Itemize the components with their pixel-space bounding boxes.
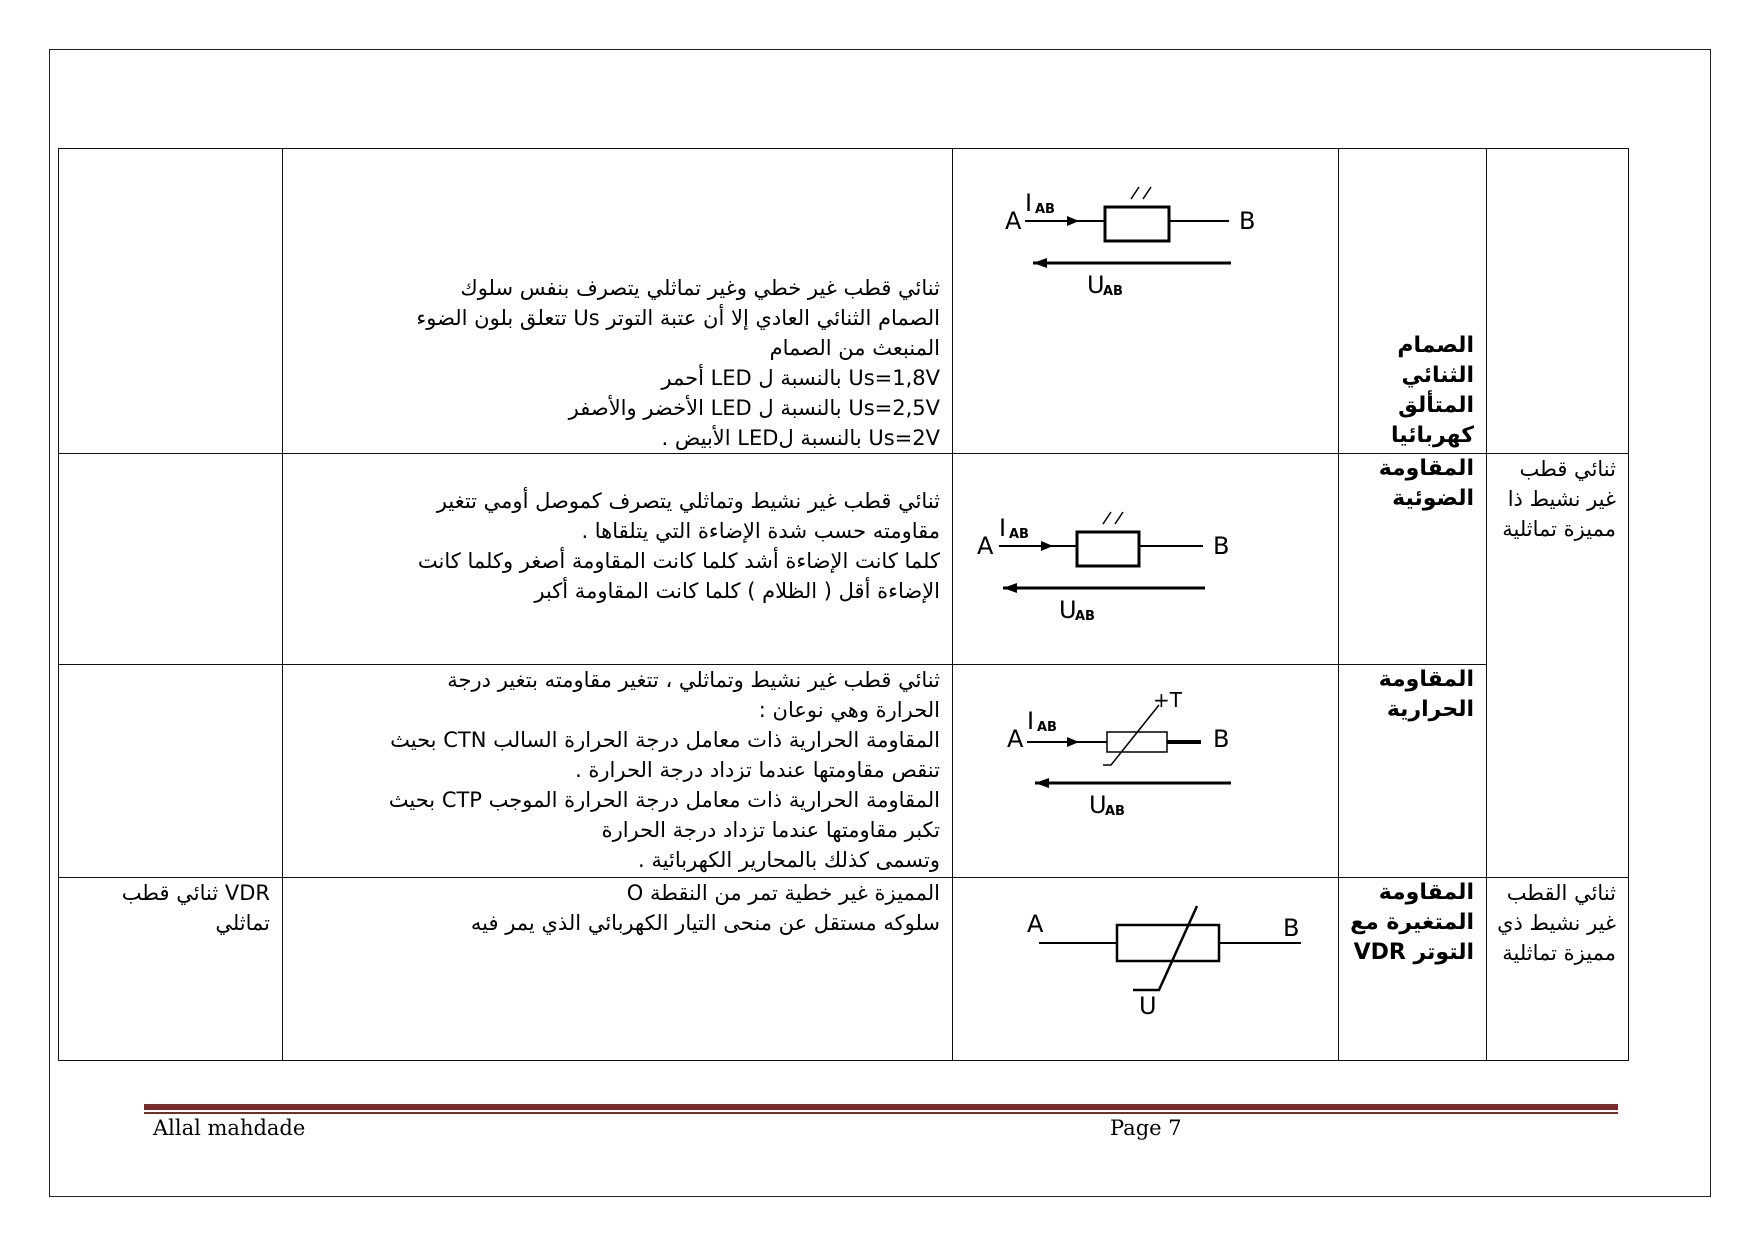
voltage-subscript: AB [1105,804,1125,819]
component-name: المقاومة الضوئية [1378,456,1474,511]
description-cell [283,665,953,878]
description-cell [283,454,953,665]
current-subscript: AB [1037,720,1057,735]
voltage-subscript: AB [1075,609,1095,624]
voltage-label: U [1139,992,1157,1020]
voltage-arrow-icon [1033,258,1047,268]
voltage-subscript: AB [1103,284,1123,299]
description-line: المنبعث من الصمام [769,336,940,360]
name-cell [1339,878,1487,1061]
category-cell [1487,454,1629,878]
description-line: ثنائي قطب غير نشيط وتماثلي يتصرف كموصل أومي تتغير [436,489,940,513]
table-row [59,665,1629,878]
description [283,878,952,938]
name-cell [1339,454,1487,665]
category-cell [1487,878,1629,1061]
terminal-a-label: A [1027,910,1044,938]
symbol-cell [953,665,1339,878]
vdr-symbol [953,878,1339,1058]
description-line: تنقص مقاومتها عندما تزداد درجة الحرارة . [575,758,940,782]
description [283,149,952,453]
current-arrow-icon [1067,737,1079,747]
page-number: Page 7 [1110,1116,1182,1140]
current-label: I [1025,189,1033,217]
description-line: Us=2V بالنسبة لLED الأبيض . [661,426,940,450]
current-subscript: AB [1035,202,1055,217]
description-cell [283,878,953,1061]
description-cell [283,149,953,454]
terminal-b-label: B [1213,532,1230,560]
current-subscript: AB [1009,527,1029,542]
description-line: كلما كانت الإضاءة أشد كلما كانت المقاومة أصغر وكلما كانت [417,549,940,573]
description-line: المميزة غير خطية تمر من النقطة O [626,881,940,905]
footer-author: Allal mahdade [153,1116,306,1140]
current-arrow-icon [1041,541,1053,551]
voltage-label: U [1087,271,1105,299]
voltage-label: U [1059,596,1077,624]
table-row [59,454,1629,665]
description-line: تكبر مقاومتها عندما تزداد درجة الحرارة [601,818,940,842]
left-note-cell [59,878,283,1061]
voltage-arrow-icon [1003,583,1017,593]
light-ray-icon [1143,187,1151,199]
dipoles-table [58,148,1629,1061]
table-row [59,878,1629,1061]
footer-rule [144,1104,1618,1110]
description-line: ثنائي قطب غير خطي وغير تماثلي يتصرف بنفس سلوك [460,276,940,300]
dipole-category: ثنائي القطب غير نشيط ذي مميزة تماثلية [1497,881,1616,965]
component-body [1107,732,1167,752]
current-label: I [1027,707,1035,735]
left-note-cell [59,454,283,665]
terminal-b-label: B [1213,725,1230,753]
current-arrow-icon [1067,216,1079,226]
name-cell [1339,149,1487,454]
component-body [1117,925,1219,961]
terminal-a-label: A [977,532,994,560]
current-label: I [999,514,1007,542]
left-note: VDR ثنائي قطب تماثلي [121,881,270,935]
description-line: مقاومته حسب شدة الإضاءة التي يتلقاها . [581,519,940,543]
thermistor-symbol [953,665,1339,875]
terminal-a-label: A [1005,207,1022,235]
left-note-cell [59,149,283,454]
left-note-cell [59,665,283,878]
table-row [59,149,1629,454]
led-symbol [953,149,1339,309]
description-line: ثنائي قطب غير نشيط وتماثلي ، تتغير مقاومته بتغير درجة [447,668,940,692]
light-ray-icon [1103,512,1111,524]
light-ray-icon [1115,512,1123,524]
category-cell [1487,149,1629,454]
description-line: Us=1,8V بالنسبة ل LED أحمر [661,366,940,390]
description-line: المقاومة الحرارية ذات معامل درجة الحرارة الموجب CTP بحيث [388,788,940,812]
description-line: الإضاءة أقل ( الظلام ) كلما كانت المقاومة أكبر [534,579,940,603]
description-line: سلوكه مستقل عن منحى التيار الكهربائي الذي يمر فيه [470,911,940,935]
symbol-cell [953,878,1339,1061]
component-body [1105,207,1169,241]
description-line: وتسمى كذلك بالمحارير الكهربائية . [638,848,940,872]
voltage-arrow-icon [1035,778,1049,788]
terminal-b-label: B [1283,914,1300,942]
voltage-label: U [1089,791,1107,819]
description-line: Us=2,5V بالنسبة ل LED الأخضر والأصفر [568,396,940,420]
description [283,665,952,875]
description [283,454,952,606]
symbol-cell [953,149,1339,454]
temperature-label: +T [1153,688,1182,712]
component-name: المقاومة الحرارية [1378,667,1474,722]
component-body [1077,532,1139,566]
dipole-category: ثنائي قطب غير نشيط ذا مميزة تماثلية [1502,457,1616,541]
terminal-a-label: A [1007,725,1024,753]
symbol-cell [953,454,1339,665]
ldr-symbol [953,454,1339,654]
name-cell [1339,665,1487,878]
component-name: الصمام الثنائي المتألق كهربائيا [1390,333,1474,448]
description-line: الحرارة وهي نوعان : [758,698,940,722]
footer-rule-thin [144,1112,1618,1114]
terminal-b-label: B [1239,207,1256,235]
description-line: المقاومة الحرارية ذات معامل درجة الحرارة السالب CTN بحيث [390,728,940,752]
component-name: المقاومة المتغيرة مع التوتر VDR [1350,880,1474,965]
light-ray-icon [1131,187,1139,199]
description-line: الصمام الثنائي العادي إلا أن عتبة التوتر Us تتعلق بلون الضوء [416,306,940,330]
